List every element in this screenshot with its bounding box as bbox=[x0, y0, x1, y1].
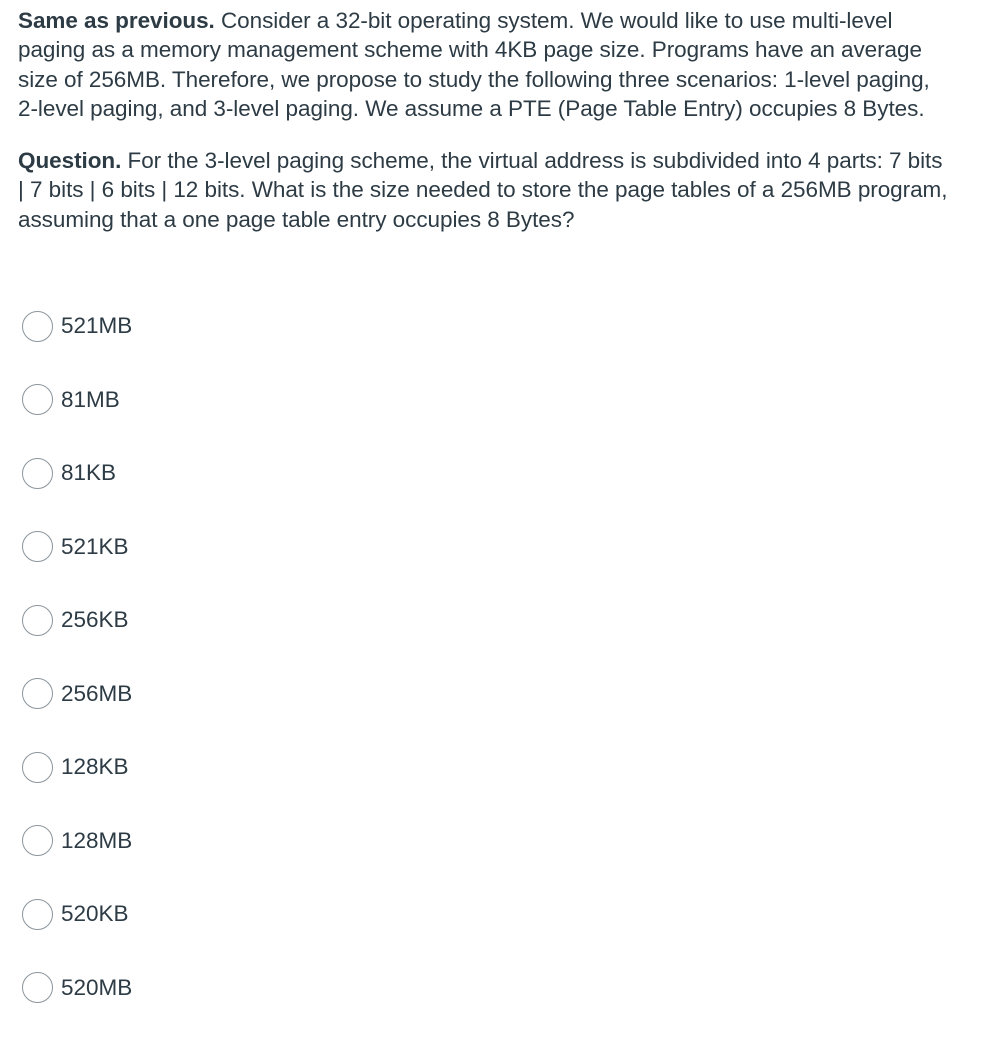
answer-label[interactable]: 128MB bbox=[61, 827, 133, 853]
answer-option[interactable] bbox=[22, 458, 622, 488]
radio-button[interactable] bbox=[22, 825, 53, 856]
answer-option[interactable] bbox=[22, 679, 622, 709]
answer-option[interactable] bbox=[22, 899, 622, 929]
radio-button[interactable] bbox=[22, 678, 53, 709]
answer-label[interactable]: 128KB bbox=[61, 754, 129, 779]
answer-label[interactable]: 81MB bbox=[61, 386, 120, 412]
answer-option[interactable] bbox=[22, 311, 622, 341]
prompt-title: Question. bbox=[18, 148, 122, 174]
answer-label[interactable]: 520MB bbox=[61, 974, 133, 1000]
answer-option[interactable] bbox=[22, 826, 622, 856]
radio-button[interactable] bbox=[22, 531, 53, 562]
answer-label[interactable]: 521KB bbox=[61, 533, 129, 559]
context-text: Consider a 32-bit operating system. We would like to use multi-level paging as a memory management scheme with 4KB page size. Programs have an average size of 256MB. Therefore, we propose to study the following three scenarios: 1-level paging, 2-level paging, and 3-level paging. We assume a PTE (Page Table Entry) occupies 8 Bytes. bbox=[18, 8, 930, 121]
radio-button[interactable] bbox=[22, 752, 53, 783]
prompt-text: For the 3-level paging scheme, the virtual address is subdivided into 4 parts: 7 bits | 7 bits | 6 bits | 12 bits. What is the size needed to store the page tables of a 256MB program, assuming that a one page table entry occupies 8 Bytes? bbox=[18, 148, 948, 232]
context-title: Same as previous. bbox=[18, 8, 215, 33]
question-context bbox=[18, 6, 948, 123]
answer-option[interactable] bbox=[22, 385, 622, 415]
radio-button[interactable] bbox=[22, 605, 53, 636]
radio-button[interactable] bbox=[22, 899, 53, 930]
answer-option[interactable] bbox=[22, 605, 622, 635]
answer-label[interactable]: 521MB bbox=[61, 313, 133, 338]
radio-button[interactable] bbox=[22, 384, 53, 415]
question-prompt bbox=[18, 146, 948, 234]
radio-button[interactable] bbox=[22, 972, 53, 1003]
answer-label[interactable]: 256KB bbox=[61, 607, 129, 632]
radio-button[interactable] bbox=[22, 311, 53, 342]
answer-label[interactable]: 520KB bbox=[61, 901, 129, 926]
radio-button[interactable] bbox=[22, 458, 53, 489]
answer-options bbox=[22, 311, 622, 1046]
answer-option[interactable] bbox=[22, 752, 622, 782]
answer-label[interactable]: 256MB bbox=[61, 680, 133, 706]
answer-option[interactable] bbox=[22, 973, 622, 1003]
answer-option[interactable] bbox=[22, 532, 622, 562]
answer-label[interactable]: 81KB bbox=[61, 460, 117, 485]
question-card bbox=[18, 6, 948, 234]
